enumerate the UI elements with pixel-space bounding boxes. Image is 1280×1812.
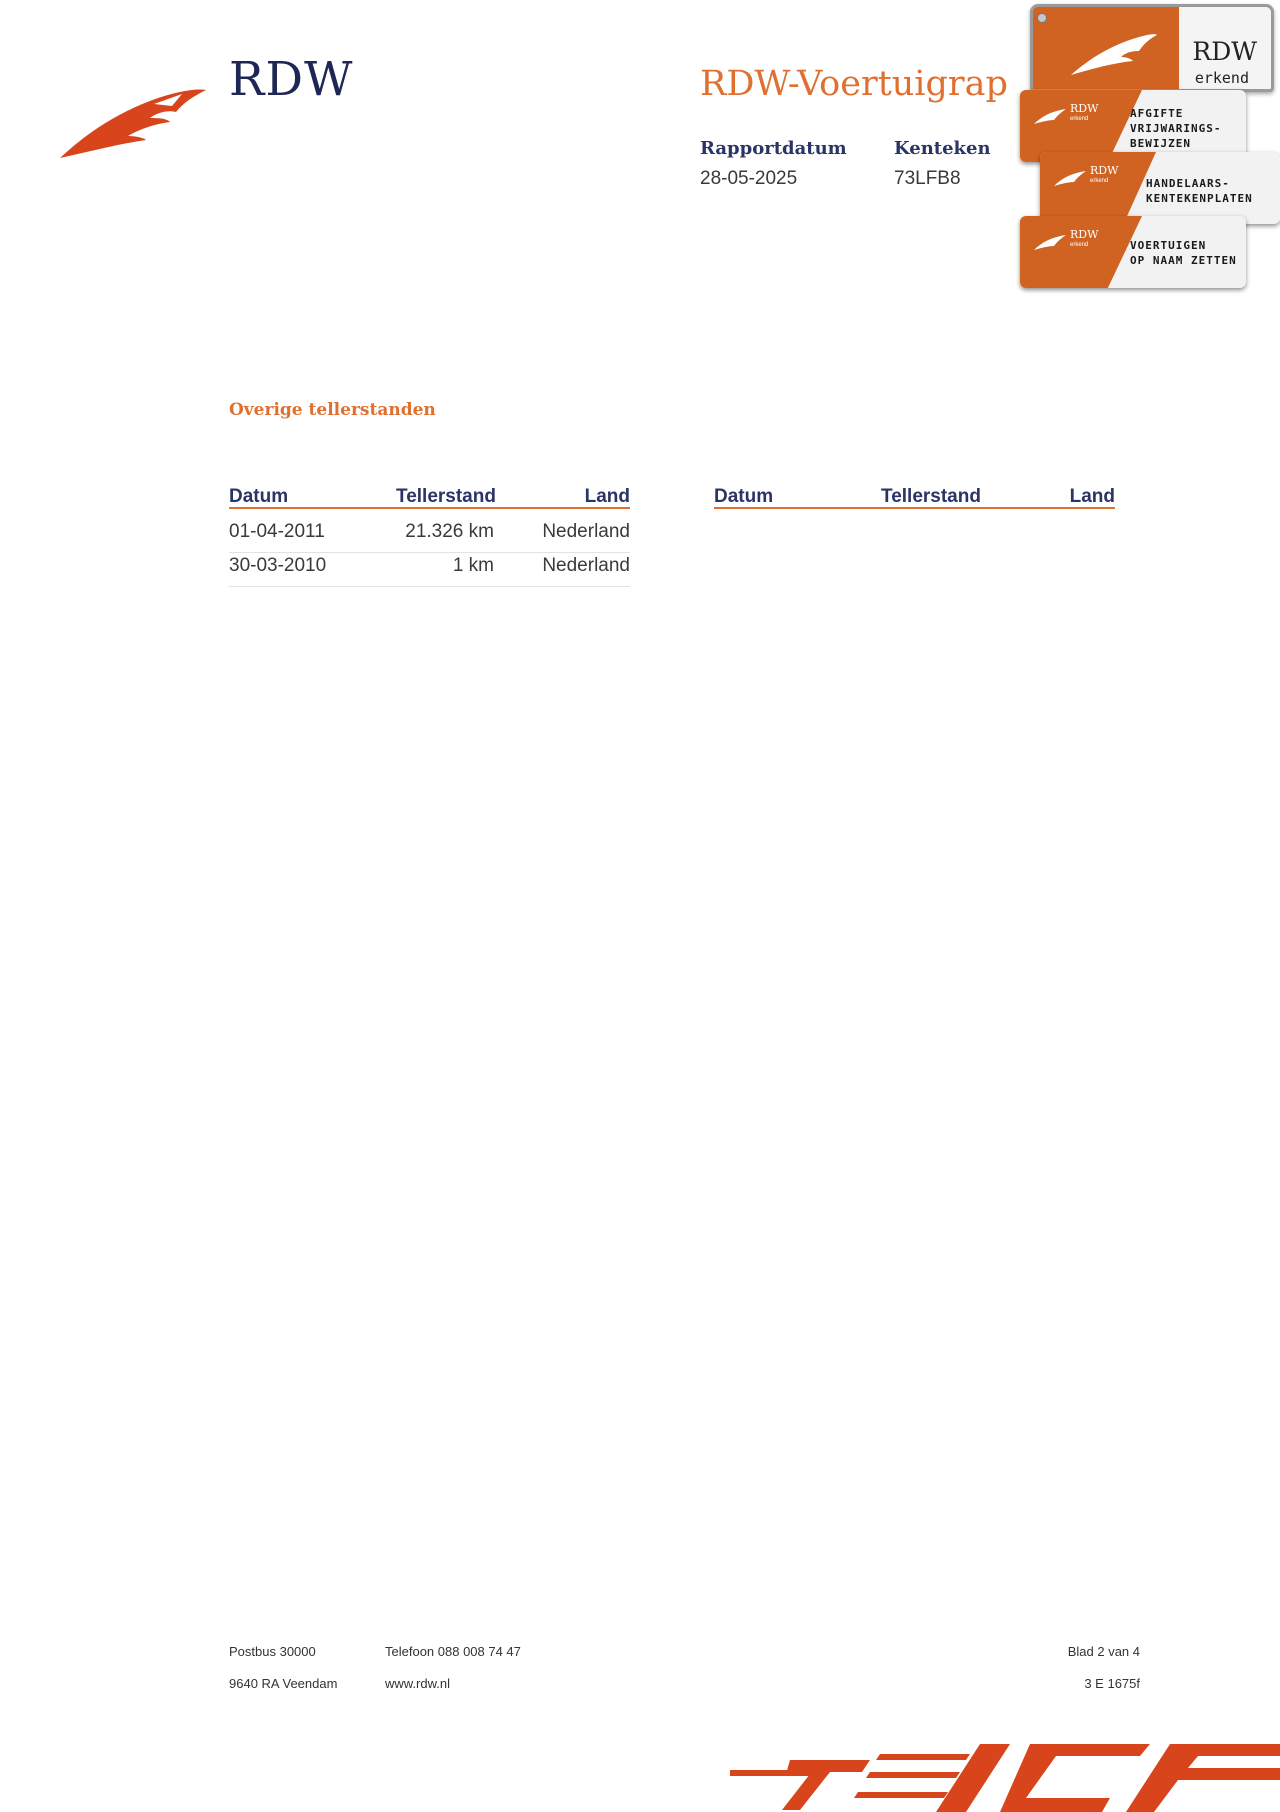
report-date-value: 28-05-2025	[700, 168, 798, 189]
rdw-wing-icon	[1069, 29, 1157, 77]
badge-handelaarskentekenplaten	[1040, 152, 1280, 224]
badge-line: HANDELAARS-	[1146, 177, 1230, 190]
rdw-wing-icon	[1034, 108, 1066, 124]
column-header-datum: Datum	[229, 486, 289, 507]
header-divider	[714, 507, 1115, 509]
report-title: RDW-Voertuigrap	[700, 64, 1008, 104]
column-header-tellerstand: Tellerstand	[396, 486, 496, 507]
table-cell-odometer: 1 km	[452, 555, 494, 576]
brand-name: RDW	[229, 52, 354, 107]
section-title: Overige tellerstanden	[229, 400, 436, 420]
footer-city: 9640 RA Veendam	[229, 1676, 338, 1691]
column-header-land: Land	[584, 486, 630, 507]
badge-brand: RDW	[1070, 102, 1099, 115]
rdw-wing-icon	[1054, 170, 1086, 186]
rdw-wing-icon	[1034, 234, 1066, 250]
badge-line: KENTEKENPLATEN	[1146, 192, 1253, 205]
table-cell-date: 30-03-2010	[229, 555, 327, 576]
report-date-label: Rapportdatum	[700, 138, 847, 159]
table-cell-country: Nederland	[542, 555, 630, 576]
badge-line: VRIJWARINGS-	[1130, 122, 1222, 135]
badge-line: BEWIJZEN	[1130, 137, 1191, 150]
badge-brand: RDW	[1090, 164, 1119, 177]
row-divider	[229, 552, 630, 553]
row-divider	[229, 586, 630, 587]
rdw-erkend-badges	[1018, 0, 1280, 300]
column-header-tellerstand: Tellerstand	[881, 486, 981, 507]
column-header-datum: Datum	[714, 486, 774, 507]
license-plate-label: Kenteken	[894, 138, 991, 159]
badge-subtitle: erkend	[1070, 242, 1089, 248]
table-cell-odometer: 21.326 km	[405, 521, 494, 542]
badge-voertuigen-op-naam-zetten	[1020, 216, 1246, 288]
rdw-wing-logo-icon	[58, 82, 208, 162]
badge-line: AFGIFTE	[1130, 107, 1184, 120]
column-header-land: Land	[1069, 486, 1115, 507]
table-cell-country: Nederland	[542, 521, 630, 542]
footer-postbus: Postbus 30000	[229, 1644, 316, 1659]
rdw-erkend-sign	[1030, 4, 1274, 92]
footer-phone: Telefoon 088 008 74 47	[385, 1644, 521, 1659]
footer-page-number: Blad 2 van 4	[1067, 1644, 1140, 1659]
badge-line: OP NAAM ZETTEN	[1130, 254, 1237, 267]
header-divider	[229, 507, 630, 509]
badge-brand: RDW	[1070, 228, 1099, 241]
badge-brand: RDW	[1192, 37, 1257, 66]
rdw-ribbon-graphic	[730, 1738, 1280, 1812]
badge-line: VOERTUIGEN	[1130, 239, 1207, 252]
badge-subtitle: erkend	[1070, 116, 1089, 122]
rivet-icon	[1037, 13, 1047, 23]
license-plate-value: 73LFB8	[894, 168, 961, 189]
table-cell-date: 01-04-2011	[229, 521, 325, 542]
badge-subtitle: erkend	[1090, 178, 1109, 184]
footer-website[interactable]: www.rdw.nl	[385, 1676, 451, 1691]
badge-subtitle: erkend	[1194, 69, 1249, 87]
footer-document-code: 3 E 1675f	[1084, 1676, 1140, 1691]
